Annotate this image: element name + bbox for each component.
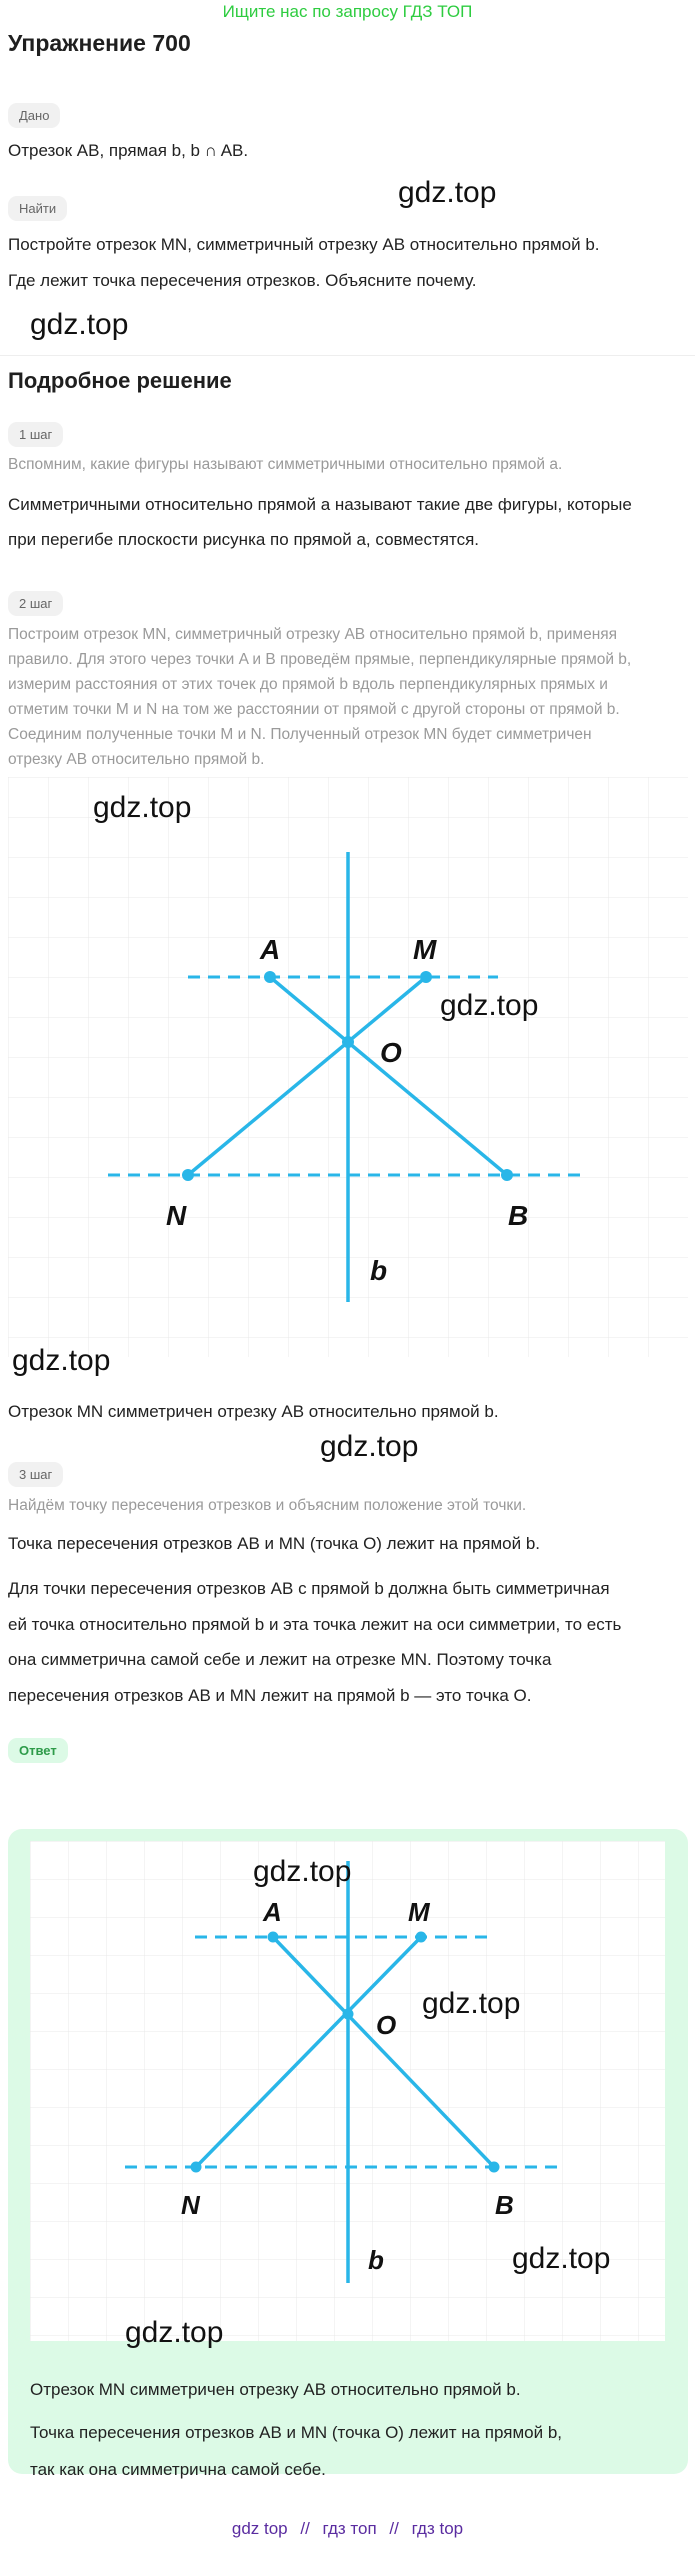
step2-line: Соединим полученные точки M и N. Полученный отрезок MN будет симметричен [8,726,592,743]
answer-text-2: Точка пересечения отрезков AB и MN (точка O) лежит на прямой b, [30,2423,563,2442]
answer-text-3: так как она симметрична самой себе. [30,2460,326,2479]
watermark: gdz.top [253,1855,352,1888]
step3-text-1: Точка пересечения отрезков AB и MN (точка O) лежит на прямой b. [8,1534,541,1553]
point-b [501,1169,513,1181]
label-n: N [166,1200,187,1231]
point-a [264,971,276,983]
label-a: A [260,934,281,965]
given-tag: Дано [8,103,60,128]
step2-line: отметим точки M и N на том же расстоянии от прямой с другой стороны от прямой b. [8,701,620,718]
footer-separator: // [389,2519,399,2538]
watermark: gdz.top [320,1430,419,1463]
point-n [182,1169,194,1181]
step3-text-2: Для точки пересечения отрезков AB с прямой b должна быть симметричная [8,1579,610,1598]
label-b-line: b [370,1255,388,1286]
given-text: Отрезок AB, прямая b, b ∩ AB. [8,141,249,160]
step3-tag: 3 шаг [8,1462,63,1487]
label-b-line: b [368,2245,384,2275]
label-b-point: B [508,1200,529,1231]
step2-line: отрезку AB относительно прямой b. [8,751,265,768]
solution-title: Подробное решение [8,368,232,393]
point-a [268,1932,279,1943]
step2-line: измерим расстояния от этих точек до прямой b вдоль перпендикулярных прямых и [8,676,608,693]
step1-text-1: Симметричными относительно прямой a называют такие две фигуры, которые [8,495,632,514]
symmetry-figure [8,777,688,1357]
step1-text-2: при перегибе плоскости рисунка по прямой a, совместятся. [8,530,480,549]
label-m: M [408,1897,430,1927]
top-banner[interactable]: Ищите нас по запросу ГДЗ ТОП [222,2,473,21]
answer-figure [30,1841,665,2341]
step1-tag: 1 шаг [8,422,63,447]
label-o: O [380,1037,402,1068]
watermark: gdz.top [398,176,497,209]
footer-link[interactable]: гдз топ [322,2519,377,2538]
point-m [420,971,432,983]
watermark: gdz.top [125,2316,224,2349]
find-tag: Найти [8,196,67,221]
answer-tag: Ответ [8,1738,68,1763]
answer-text-1: Отрезок MN симметричен отрезку AB относительно прямой b. [30,2380,521,2399]
watermark: gdz.top [512,2242,611,2275]
point-m [416,1932,427,1943]
watermark: gdz.top [93,791,192,824]
point-o [342,1036,354,1048]
page-title: Упражнение 700 [8,30,191,56]
footer-link[interactable]: гдз top [411,2519,464,2538]
label-o: O [376,2010,397,2040]
divider [0,355,695,356]
step3-text-3: ей точка относительно прямой b и эта точка лежит на оси симметрии, то есть [8,1615,622,1634]
step3-gray: Найдём точку пересечения отрезков и объясним положение этой точки. [8,1497,527,1514]
label-b-point: B [495,2190,514,2220]
watermark: gdz.top [422,1987,521,2020]
watermark: gdz.top [30,308,129,341]
label-a: A [263,1897,282,1927]
label-n: N [181,2190,200,2220]
watermark: gdz.top [440,989,539,1022]
step2-line: правило. Для этого через точки A и B проведём прямые, перпендикулярные прямой b, [8,651,632,668]
footer-separator: // [300,2519,310,2538]
step2-line: Построим отрезок MN, симметричный отрезку AB относительно прямой b, применяя [8,626,618,643]
label-m: M [413,934,437,965]
footer-link[interactable]: gdz top [231,2519,288,2538]
step1-gray: Вспомним, какие фигуры называют симметричными относительно прямой a. [8,456,563,473]
find-text-1: Постройте отрезок MN, симметричный отрезку AB относительно прямой b. [8,235,600,254]
step2-tag: 2 шаг [8,591,63,616]
watermark: gdz.top [12,1344,111,1377]
point-b [489,2162,500,2173]
step3-text-4: она симметрична самой себе и лежит на отрезке MN. Поэтому точка [8,1650,552,1669]
point-n [191,2162,202,2173]
find-text-2: Где лежит точка пересечения отрезков. Объясните почему. [8,271,477,290]
step3-text-5: пересечения отрезков AB и MN лежит на прямой b — это точка O. [8,1686,532,1705]
footer-links [0,2519,695,2539]
step2-conclusion: Отрезок MN симметричен отрезку AB относительно прямой b. [8,1402,499,1421]
point-o [343,2009,354,2020]
